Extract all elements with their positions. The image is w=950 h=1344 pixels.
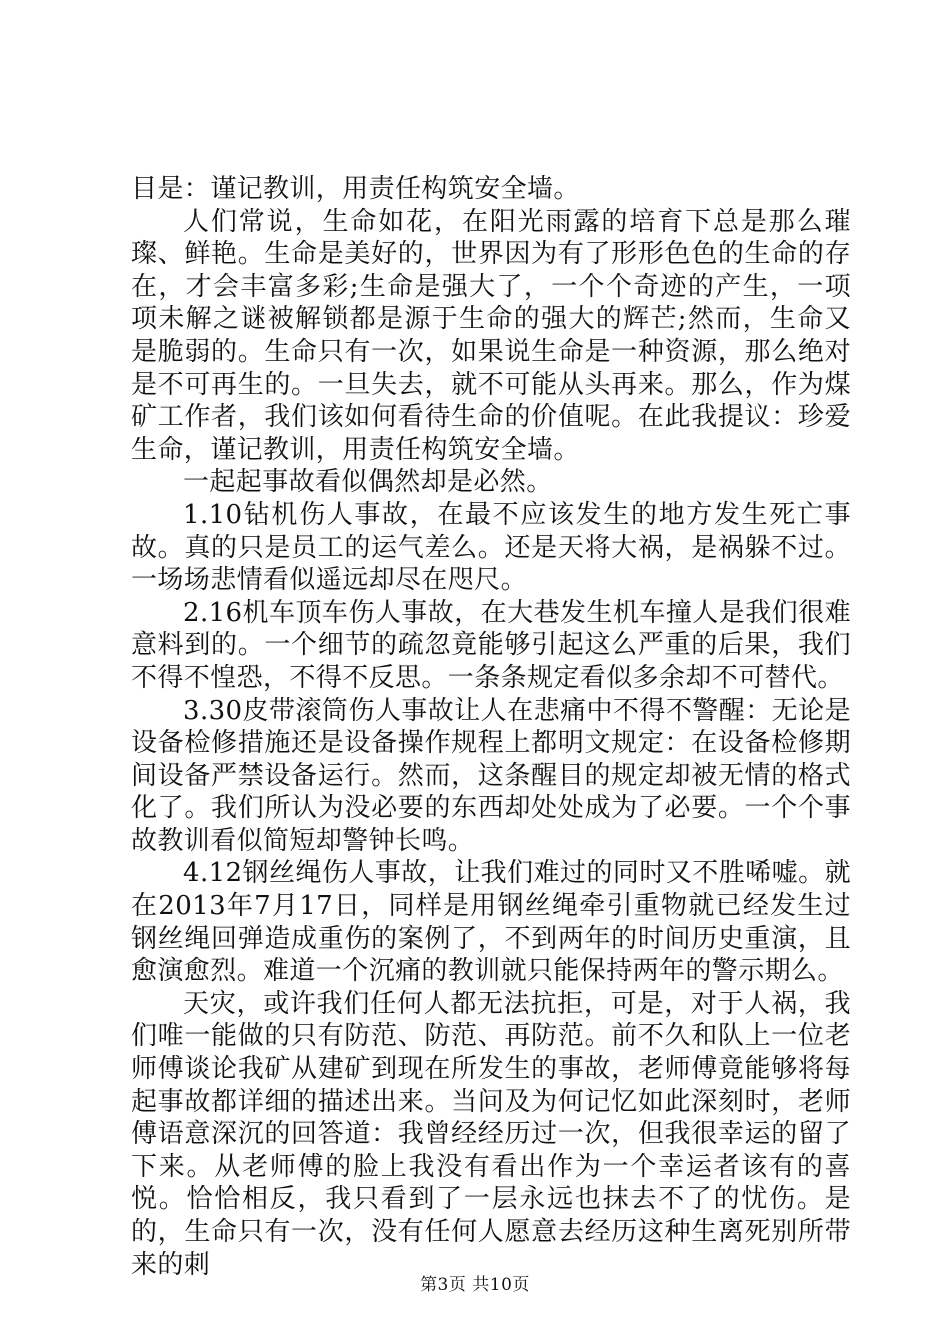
paragraph-accident-1-10: 1.10钻机伤人事故，在最不应该发生的地方发生死亡事故。真的只是员工的运气差么。还是天将大祸，是祸躲不过。一场场悲情看似遥远却尽在咫尺。 — [131, 499, 851, 596]
page-number-footer: 第3页 共10页 — [420, 1275, 530, 1295]
paragraph-accident-3-30: 3.30皮带滚筒伤人事故让人在悲痛中不得不警醒：无论是设备检修措施还是设备操作规程上都明文规定：在设备检修期间设备严禁设备运行。然而，这条醒目的规定却被无情的格式化了。我们所认为没必要的东西却处处成为了必要。一个个事故教训看似简短却警钟长鸣。 — [131, 695, 851, 856]
paragraph-prevention: 天灾，或许我们任何人都无法抗拒，可是，对于人祸，我们唯一能做的只有防范、防范、再防范。前不久和队上一位老师傅谈论我矿从建矿到现在所发生的事故，老师傅竟能够将每起事故都详细的描述出来。当问及为何记忆如此深刻时，老师傅语意深沉的回答道：我曾经经历过一次，但我很幸运的留了下来。从老师傅的脸上我没有看出作为一个幸运者该有的喜悦。恰恰相反，我只看到了一层永远也抹去不了的忧伤。是的，生命只有一次，没有任何人愿意去经历这种生离死别所带来的刺 — [131, 988, 851, 1280]
paragraph-life-value: 人们常说，生命如花，在阳光雨露的培育下总是那么璀璨、鲜艳。生命是美好的，世界因为有了形形色色的生命的存在，才会丰富多彩;生命是强大了，一个个奇迹的产生，一项项未解之谜被解锁都是源于生命的强大的辉芒;然而，生命又是脆弱的。生命只有一次，如果说生命是一种资源，那么绝对是不可再生的。一旦失去，就不可能从头再来。那么，作为煤矿工作者，我们该如何看待生命的价值呢。在此我提议：珍爱生命，谨记教训，用责任构筑安全墙。 — [131, 206, 851, 465]
paragraph-accidents-intro: 一起起事故看似偶然却是必然。 — [183, 467, 553, 498]
paragraph-accident-4-12: 4.12钢丝绳伤人事故，让我们难过的同时又不胜唏嘘。就在2013年7月17日，同样是用钢丝绳牵引重物就已经发生过钢丝绳回弹造成重伤的案例了，不到两年的时间历史重演，且愈演愈烈。难道一个沉痛的教训就只能保持两年的警示期么。 — [131, 858, 851, 987]
document-body — [131, 173, 851, 1281]
paragraph-accident-2-16: 2.16机车顶车伤人事故，在大巷发生机车撞人是我们很难意料到的。一个细节的疏忽竟能够引起这么严重的后果，我们不得不惶恐，不得不反思。一条条规定看似多余却不可替代。 — [131, 597, 851, 693]
paragraph-continuation: 目是：谨记教训，用责任构筑安全墙。 — [131, 174, 580, 204]
